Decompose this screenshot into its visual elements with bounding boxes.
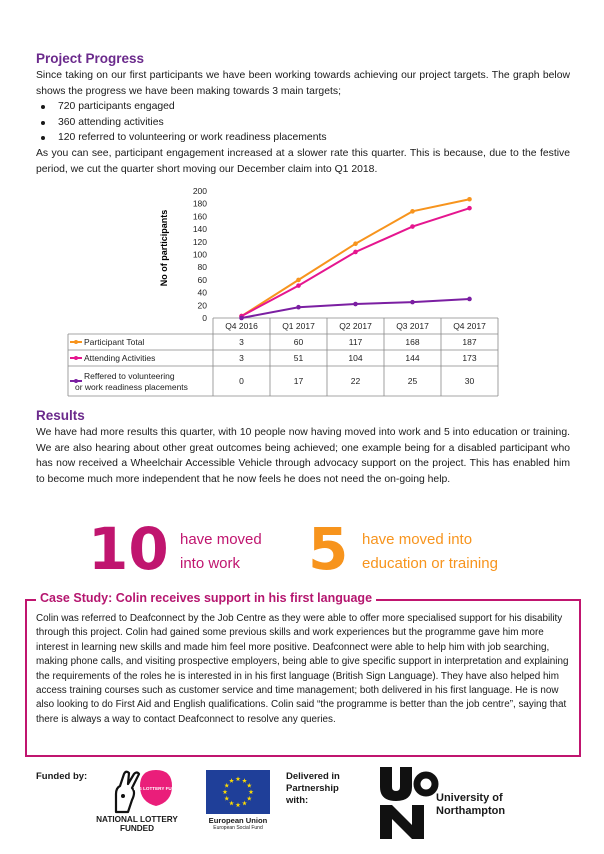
chart-y-tick-label: 0 [202, 313, 207, 323]
uon-mark-text: UON [376, 766, 381, 768]
table-cell-value: 60 [293, 337, 304, 347]
case-study-title: Case Study: Colin receives support in his first language [36, 591, 376, 605]
uon-mark [376, 765, 436, 839]
data-point [239, 316, 244, 321]
chart-y-tick-label: 200 [192, 186, 207, 196]
stat-work-line1: have moved [180, 531, 262, 548]
legend-key-marker [74, 340, 78, 344]
table-cell-value: 25 [407, 376, 418, 386]
data-point [296, 283, 301, 288]
progress-note: As you can see, participant engagement increased at a slower rate this quarter. This is because, due to the festive period, we cut the quarter short moving our December claim into Q1 2018. [36, 148, 570, 175]
chart-y-axis [193, 186, 207, 323]
progress-heading: Project Progress [36, 51, 145, 66]
european-union-logo [204, 770, 272, 842]
data-point [353, 241, 358, 246]
chart-series [239, 197, 472, 320]
progress-chart [60, 178, 550, 398]
stat-work-number: 10 [88, 515, 169, 583]
table-cell-value: 3 [239, 337, 244, 347]
legend-label: Reffered to volunteering or work readiness placements [75, 371, 188, 392]
data-point [467, 297, 472, 302]
data-point [467, 197, 472, 202]
university-name: University of Northampton [436, 792, 506, 817]
table-cell-value: 30 [464, 376, 475, 386]
target-item: 720 participants engaged [36, 99, 570, 115]
stat-education-line1: have moved into [362, 531, 473, 548]
legend-label: Participant Total [84, 337, 145, 347]
big-lottery-fund-badge [133, 768, 179, 808]
funded-by-label: Funded by: [36, 771, 88, 782]
table-cell-value: 173 [462, 353, 477, 363]
chart-y-tick-label: 60 [197, 274, 207, 285]
chart-data-table [68, 318, 498, 396]
table-cell-value: 168 [405, 337, 420, 347]
target-item: 120 referred to volunteering or work readiness placements [36, 130, 570, 146]
legend-label: Attending Activities [84, 353, 156, 363]
chart-y-tick-label: 160 [192, 211, 207, 222]
stat-education-line2: education or training [362, 555, 498, 572]
chart-x-tick-label: Q2 2017 [339, 321, 372, 331]
targets-list [36, 99, 570, 146]
target-item: 360 attending activities [36, 115, 570, 131]
chart-y-axis-label: No of participants [159, 209, 169, 287]
national-lottery-text: NATIONAL LOTTERY FUNDED [96, 815, 178, 833]
data-point [410, 300, 415, 305]
results-heading: Results [36, 408, 85, 423]
data-point [353, 250, 358, 255]
table-cell-value: 104 [348, 353, 363, 363]
eu-flag-icon [206, 770, 270, 814]
chart-x-tick-label: Q3 2017 [396, 321, 429, 331]
eu-title: European Union [208, 816, 268, 825]
data-point [410, 209, 415, 214]
table-cell-value: 187 [462, 337, 477, 347]
legend-key-marker [74, 356, 78, 360]
data-point [467, 206, 472, 211]
table-cell-value: 3 [239, 353, 244, 363]
table-cell-value: 117 [348, 337, 363, 347]
table-cell-value: 51 [293, 353, 304, 363]
chart-x-tick-label: Q1 2017 [282, 321, 315, 331]
data-point [296, 278, 301, 283]
national-lottery-logo [92, 770, 182, 836]
chart-x-tick-label: Q4 2017 [453, 321, 486, 331]
chart-y-tick-label: 100 [192, 249, 207, 260]
university-logo [376, 765, 526, 839]
case-study-text: Colin was referred to Deafconnect by the Job Centre as they were able to offer more specialised support for his disability through this project. Colin had gained some previous skills and work experiences but the programme gave him more interest in learning new skills and made him feel more positive. Deafconnect were able to help him with job searching, making phone calls, and visiting prospective employers, being able to give specific support in interpretation and explaining the requirements of the roles he is interested in in his first language (British Sign Language). They have also helped him access training courses such as customer service and time management; both delivered in his first language. He is now also looking to do First Aid and English qualifications. Colin said “the programme is better than the job centre”, saying that there is always a way to contact Deafconnect to resolve any queries. [36, 613, 569, 725]
chart-y-tick-label: 180 [192, 198, 207, 209]
progress-intro: Since taking on our first participants we have been working towards achieving our project targets. The graph below shows the progress we have been making towards 3 main targets; [36, 70, 570, 97]
chart-y-tick-label: 80 [197, 262, 207, 273]
big-lottery-fund-text: BIG LOTTERY FUND [133, 786, 179, 791]
table-cell-value: 144 [405, 353, 420, 363]
table-cell-value: 17 [293, 376, 304, 386]
eu-subtitle: European Social Fund [213, 825, 263, 831]
chart-y-tick-label: 120 [192, 236, 207, 247]
stat-work-line2: into work [180, 555, 241, 572]
chart-x-tick-label: Q4 2016 [225, 321, 258, 331]
data-point [353, 302, 358, 307]
data-point [296, 305, 301, 310]
chart-y-tick-label: 20 [197, 300, 207, 311]
data-point [410, 224, 415, 229]
table-cell-value: 22 [350, 376, 361, 386]
chart-y-tick-label: 140 [192, 224, 207, 235]
table-cell-value: 0 [239, 376, 244, 386]
stat-education-text [362, 528, 498, 576]
chart-y-tick-label: 40 [197, 287, 207, 298]
stat-education-number: 5 [308, 515, 349, 583]
stat-work-text [180, 528, 262, 576]
results-text: We have had more results this quarter, with 10 people now having moved into work and 5 into education or training. We are also hearing about other great outcomes being achieved; one example being for a disabled participant who has now received a Wheelchair Accessible Vehicle through advocacy support on the project. This has enabled him to become much more independent that he now feels he does not need the on-going help. [36, 427, 570, 485]
delivered-label: Delivered in Partnership with: [286, 771, 340, 806]
